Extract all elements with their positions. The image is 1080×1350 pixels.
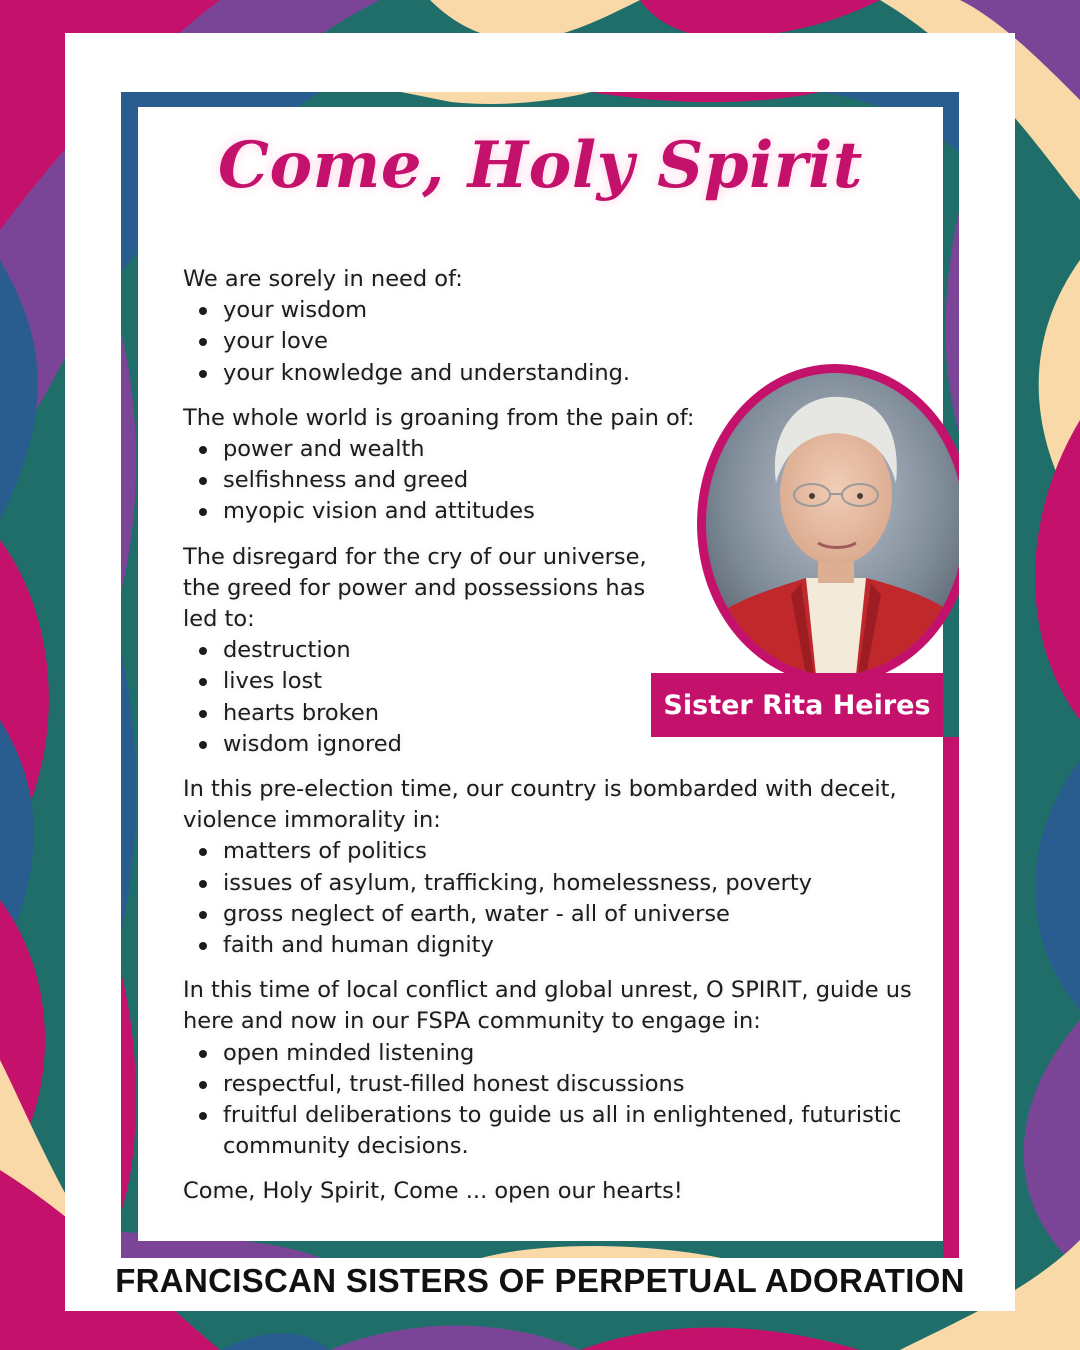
list-item: matters of politics (223, 836, 913, 867)
list-item: power and wealth (223, 434, 913, 465)
bullet-list (183, 1038, 913, 1163)
organization-footer: FRANCISCAN SISTERS OF PERPETUAL ADORATION (115, 1262, 965, 1299)
list-item: respectful, trust-filled honest discussions (223, 1069, 913, 1100)
list-item: destruction (223, 635, 913, 666)
portrait-photo (706, 373, 959, 675)
section-intro: The whole world is groaning from the pain of: (183, 404, 695, 431)
section-intro: We are sorely in need of: (183, 266, 463, 292)
list-item: selfishness and greed (223, 465, 913, 496)
list-item: hearts broken (223, 698, 913, 729)
list-item: open minded listening (223, 1038, 913, 1069)
section-intro: The disregard for the cry of our universe, the greed for power and possessions has led to: (183, 543, 647, 633)
list-item: myopic vision and attitudes (223, 496, 913, 527)
portrait-oval-border (697, 364, 959, 684)
portrait-frame (697, 364, 959, 684)
section-intro: In this time of local conflict and global unrest, O SPIRIT, guide us here and now in our FSPA community to engage in: (183, 977, 912, 1035)
section-intro: In this pre-election time, our country is bombarded with deceit, violence immorality in: (183, 776, 897, 834)
section-election (183, 774, 913, 961)
list-item: lives lost (223, 666, 913, 697)
list-item: faith and human dignity (223, 930, 913, 961)
list-item: issues of asylum, trafficking, homelessness, poverty (223, 868, 913, 899)
list-item: your knowledge and understanding. (223, 358, 913, 389)
list-item: wisdom ignored (223, 729, 913, 760)
list-item: fruitful deliberations to guide us all in enlightened, futuristic community decisions. (223, 1100, 913, 1162)
bullet-list (183, 836, 913, 961)
list-item: your wisdom (223, 295, 913, 326)
page-title: Come, Holy Spirit (218, 128, 863, 203)
closing-line: Come, Holy Spirit, Come ... open our hearts! (183, 1178, 683, 1205)
list-item: gross neglect of earth, water - all of universe (223, 899, 913, 930)
section-community (183, 975, 913, 1162)
list-item: your love (223, 326, 913, 357)
accent-strip (943, 737, 959, 1258)
portrait-name-tag: Sister Rita Heires (651, 673, 943, 737)
